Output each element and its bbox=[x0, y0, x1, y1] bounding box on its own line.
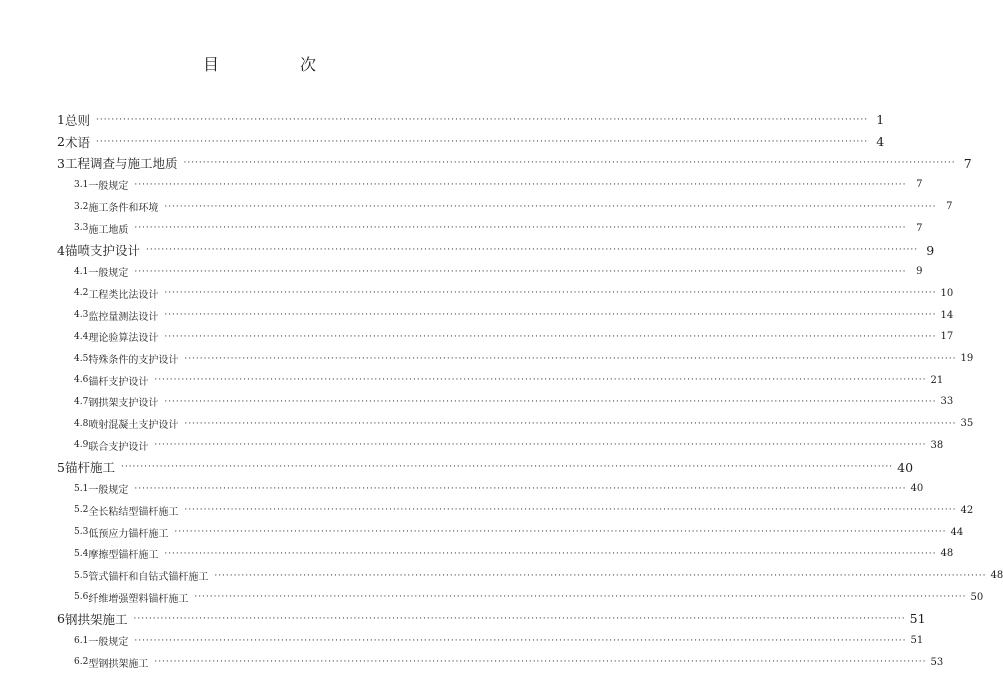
toc-entry-page: 7 bbox=[963, 155, 972, 171]
dot-leader: ········································································································································································································ bbox=[164, 288, 937, 299]
toc-entry-number: 2 bbox=[57, 134, 65, 150]
toc-entry-page: 35 bbox=[960, 418, 974, 430]
toc-entry-title: 纤维增强塑料锚杆施工 bbox=[88, 593, 189, 605]
toc-entry[interactable] bbox=[0, 348, 974, 370]
toc-entry-number: 4.8 bbox=[74, 418, 89, 429]
toc-entry[interactable] bbox=[0, 586, 984, 608]
toc-entry-page: 51 bbox=[910, 635, 924, 647]
toc-entry[interactable] bbox=[0, 304, 954, 326]
toc-entry[interactable] bbox=[0, 413, 974, 435]
toc-entry-title: 低预应力锚杆施工 bbox=[88, 528, 169, 540]
dot-leader: ········································································································································································································ bbox=[164, 201, 937, 212]
dot-leader: ········································································································································································································ bbox=[194, 592, 967, 603]
toc-entry-page: 50 bbox=[970, 591, 984, 603]
toc-entry-page: 4 bbox=[876, 134, 885, 150]
toc-entry[interactable] bbox=[0, 521, 964, 543]
toc-entry[interactable] bbox=[0, 261, 923, 283]
dot-leader: ········································································································································································································ bbox=[174, 527, 947, 538]
dot-leader: ········································································································································································································ bbox=[95, 114, 869, 125]
toc-entry-page: 40 bbox=[897, 459, 914, 475]
dot-leader: ········································································································································································································ bbox=[95, 136, 869, 147]
toc-entry-title: 摩擦型锚杆施工 bbox=[88, 550, 159, 562]
toc-entry-title: 锚杆支护设计 bbox=[88, 376, 149, 388]
toc-entry[interactable] bbox=[0, 435, 944, 457]
toc-entry-number: 6.1 bbox=[74, 635, 89, 646]
toc-entry-title: 锚喷支护设计 bbox=[64, 243, 140, 259]
dot-leader: ········································································································································································································ bbox=[164, 548, 937, 559]
toc-entry[interactable] bbox=[0, 131, 885, 153]
toc-entry-number: 5.4 bbox=[74, 548, 89, 559]
toc-entry-title: 一般规定 bbox=[88, 268, 129, 280]
toc-entry[interactable] bbox=[0, 152, 972, 174]
dot-leader: ········································································································································································································ bbox=[154, 657, 927, 668]
toc-entry-page: 21 bbox=[930, 374, 944, 386]
toc-entry-page: 9 bbox=[916, 266, 923, 278]
toc-entry[interactable] bbox=[0, 218, 923, 240]
toc-entry-number: 4.4 bbox=[74, 331, 89, 342]
dot-leader: ········································································································································································································ bbox=[164, 310, 937, 321]
dot-leader: ········································································································································································································ bbox=[154, 375, 927, 386]
toc-entry-page: 48 bbox=[940, 548, 954, 560]
toc-entry-title: 一般规定 bbox=[88, 637, 129, 649]
toc-entry[interactable] bbox=[0, 500, 974, 522]
toc-entry-page: 33 bbox=[940, 396, 954, 408]
toc-entry-title: 施工地质 bbox=[88, 224, 129, 236]
toc-entry-page: 7 bbox=[916, 179, 923, 191]
toc-entry-number: 6 bbox=[57, 611, 65, 627]
dot-leader: ········································································································································································································ bbox=[184, 353, 957, 364]
dot-leader: ········································································································································································································ bbox=[154, 440, 927, 451]
toc-entry-number: 4.2 bbox=[74, 288, 89, 299]
toc-entry[interactable] bbox=[0, 239, 935, 261]
dot-leader: ········································································································································································································ bbox=[184, 505, 957, 516]
toc-entry-title: 全长粘结型锚杆施工 bbox=[88, 506, 179, 518]
toc-entry-title: 监控量测法设计 bbox=[88, 311, 159, 323]
dot-leader: ········································································································································································································ bbox=[133, 613, 906, 624]
dot-leader: ········································································································································································································ bbox=[134, 483, 907, 494]
toc-entry-title: 一般规定 bbox=[88, 485, 129, 497]
toc-entry[interactable] bbox=[0, 109, 885, 131]
dot-leader: ········································································································································································································ bbox=[145, 245, 919, 256]
toc-entry[interactable] bbox=[0, 608, 926, 630]
toc-entry-number: 4.9 bbox=[74, 440, 89, 451]
dot-leader: ········································································································································································································ bbox=[120, 462, 894, 473]
page-title: 目 次 bbox=[202, 55, 355, 74]
toc-entry-number: 5.2 bbox=[74, 505, 89, 516]
toc-entry-number: 3 bbox=[57, 155, 65, 171]
toc-entry-page: 53 bbox=[930, 656, 944, 668]
toc-entry-title: 型钢拱架施工 bbox=[88, 658, 149, 670]
toc-entry-title: 锚杆施工 bbox=[64, 460, 115, 476]
toc-entry-page: 42 bbox=[960, 504, 974, 516]
toc-entry-title: 工程类比法设计 bbox=[88, 289, 159, 301]
toc-entry[interactable] bbox=[0, 326, 954, 348]
toc-entry-title: 施工条件和环境 bbox=[88, 203, 159, 215]
toc-entry[interactable] bbox=[0, 630, 924, 652]
toc-entry-number: 5 bbox=[57, 459, 65, 475]
toc-entry-page: 9 bbox=[926, 242, 935, 258]
toc-entry[interactable] bbox=[0, 543, 954, 565]
dot-leader: ········································································································································································································ bbox=[134, 179, 907, 190]
dot-leader: ········································································································································································································ bbox=[164, 396, 937, 407]
toc-entry[interactable] bbox=[0, 196, 953, 218]
toc-entry-title: 理论验算法设计 bbox=[88, 333, 159, 345]
toc-entry-number: 1 bbox=[57, 112, 65, 128]
toc-entry-number: 5.3 bbox=[74, 527, 89, 538]
toc-entry-title: 术语 bbox=[64, 134, 90, 150]
toc-entry-page: 48 bbox=[990, 570, 1003, 582]
toc-entry[interactable] bbox=[0, 174, 923, 196]
toc-entry-page: 17 bbox=[940, 331, 954, 343]
toc-entry-title: 管式锚杆和自钻式锚杆施工 bbox=[88, 572, 209, 584]
toc-entry-number: 5.5 bbox=[74, 570, 89, 581]
toc-entry-page: 40 bbox=[910, 483, 924, 495]
toc-entry-page: 10 bbox=[940, 287, 954, 299]
dot-leader: ········································································································································································································ bbox=[184, 418, 957, 429]
dot-leader: ········································································································································································································ bbox=[164, 331, 937, 342]
toc-entry-title: 喷射混凝土支护设计 bbox=[88, 420, 179, 432]
dot-leader: ········································································································································································································ bbox=[134, 266, 907, 277]
toc-entry-number: 4.7 bbox=[74, 396, 89, 407]
toc-entry-title: 总则 bbox=[64, 112, 90, 128]
toc-entry-title: 钢拱架支护设计 bbox=[88, 398, 159, 410]
toc-entry[interactable] bbox=[0, 456, 914, 478]
toc-entry[interactable] bbox=[0, 565, 1003, 587]
toc-entry-page: 51 bbox=[909, 611, 926, 627]
toc-entry-number: 3.2 bbox=[74, 201, 89, 212]
toc-entry-number: 4.6 bbox=[74, 375, 89, 386]
dot-leader: ········································································································································································································ bbox=[183, 158, 956, 169]
toc-entry[interactable] bbox=[0, 478, 924, 500]
toc-entry-number: 6.2 bbox=[74, 657, 89, 668]
toc-entry-page: 38 bbox=[930, 439, 944, 451]
toc-entry-page: 44 bbox=[950, 526, 964, 538]
toc-entry[interactable] bbox=[0, 391, 954, 413]
toc-entry-page: 14 bbox=[940, 309, 954, 321]
toc-entry-number: 4 bbox=[57, 242, 65, 258]
toc-entry-number: 4.3 bbox=[74, 310, 89, 321]
toc-entry-title: 钢拱架施工 bbox=[64, 611, 128, 627]
toc-entry-title: 特殊条件的支护设计 bbox=[88, 355, 179, 367]
toc-entry-number: 5.1 bbox=[74, 483, 89, 494]
toc-entry[interactable] bbox=[0, 283, 954, 305]
toc-entry-page: 1 bbox=[876, 112, 885, 128]
dot-leader: ········································································································································································································ bbox=[134, 223, 907, 234]
toc-entry-title: 一般规定 bbox=[88, 181, 129, 193]
toc-entry-title: 联合支护设计 bbox=[88, 441, 149, 453]
toc-entry-number: 4.5 bbox=[74, 353, 89, 364]
dot-leader: ········································································································································································································ bbox=[134, 635, 907, 646]
toc-entry-number: 5.6 bbox=[74, 592, 89, 603]
toc-entry-number: 3.3 bbox=[74, 223, 89, 234]
toc-entry-title: 工程调查与施工地质 bbox=[64, 156, 178, 172]
toc-entry-page: 7 bbox=[946, 201, 953, 213]
toc-entry-page: 7 bbox=[916, 222, 923, 234]
toc-entry-number: 3.1 bbox=[74, 179, 89, 190]
toc-entry[interactable] bbox=[0, 652, 944, 674]
toc-entry-number: 4.1 bbox=[74, 266, 89, 277]
toc-entry-page: 19 bbox=[960, 353, 974, 365]
toc-entry[interactable] bbox=[0, 369, 944, 391]
dot-leader: ········································································································································································································ bbox=[214, 570, 987, 581]
